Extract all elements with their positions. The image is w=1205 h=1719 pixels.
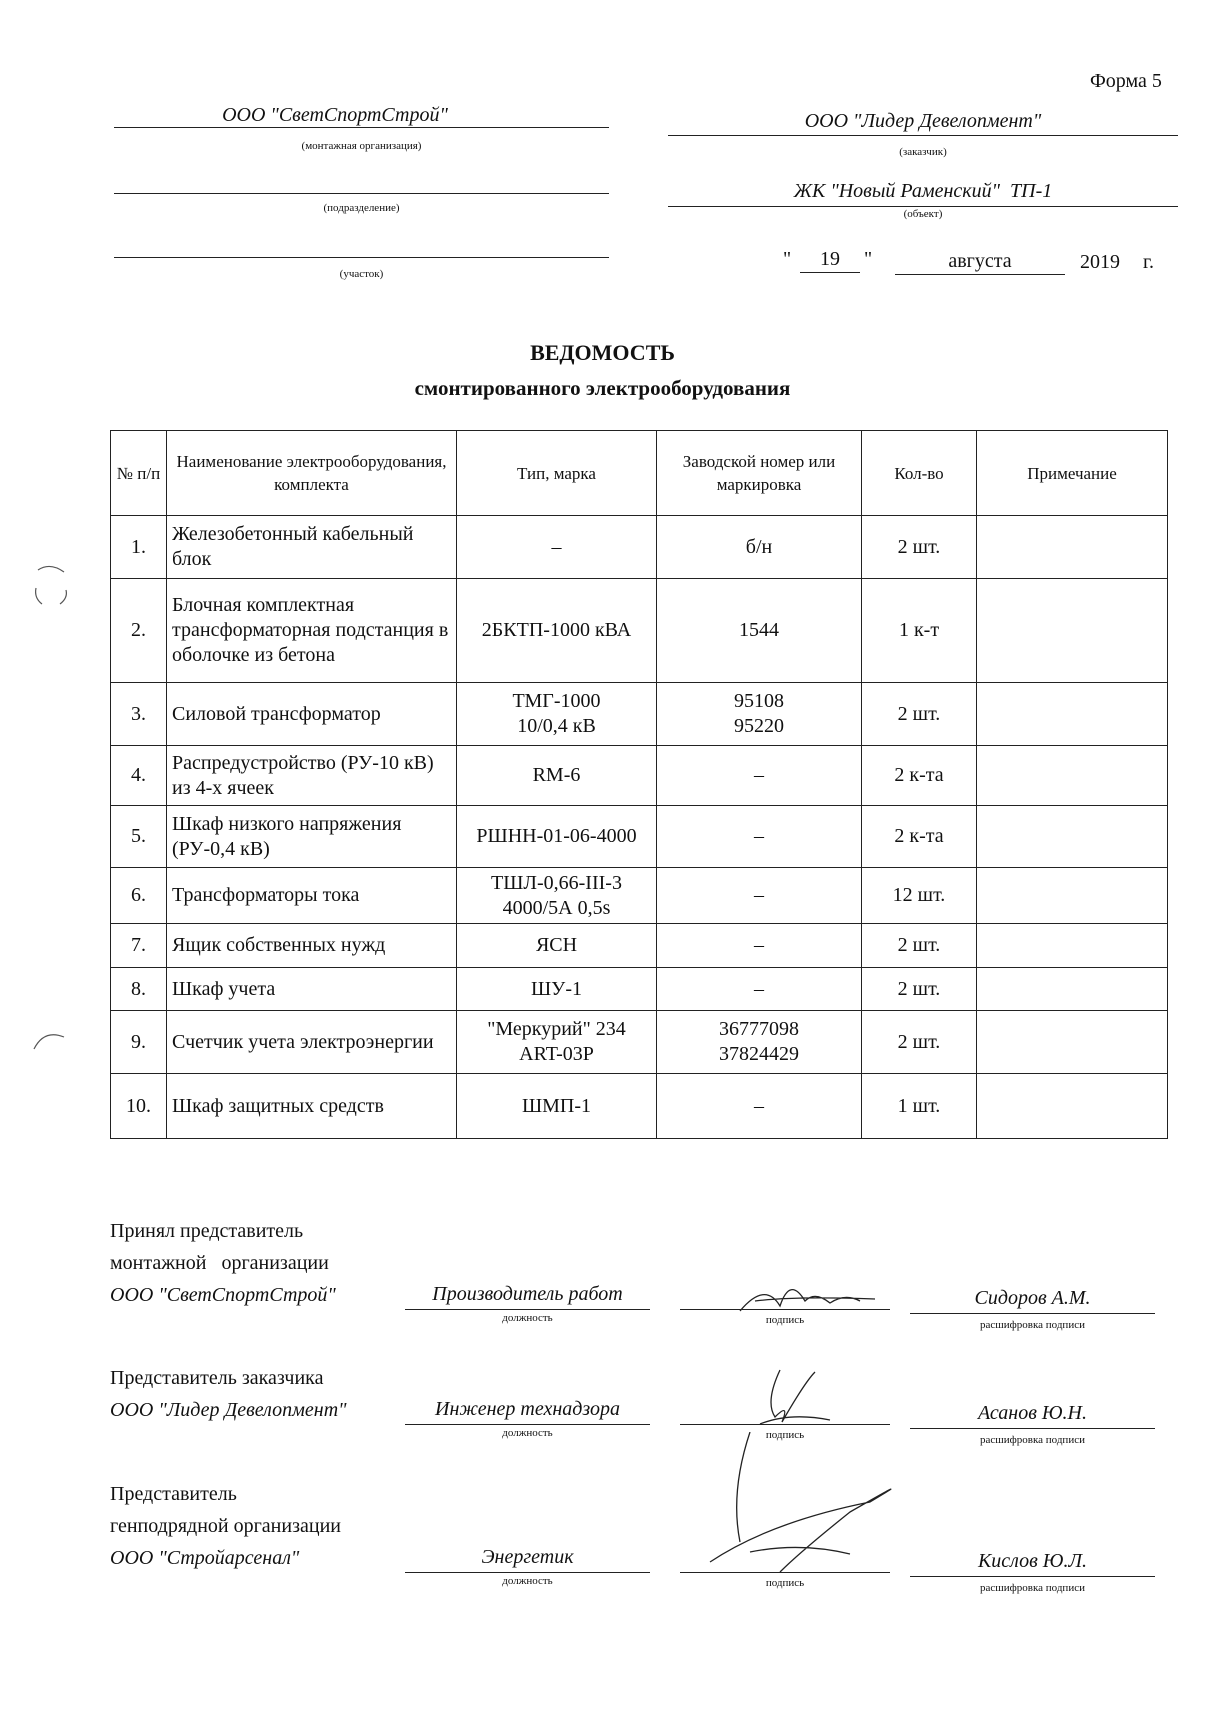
customer-caption: (заказчик): [899, 146, 947, 158]
row-name-cell: Железобетонный кабельный блок: [167, 516, 457, 579]
row-name-cell: Распредустройство (РУ-10 кВ) из 4-х ячеек: [167, 746, 457, 806]
row-serial-cell: –: [657, 746, 862, 806]
date-day-line: [800, 272, 860, 273]
row-num-cell: 3.: [111, 683, 167, 746]
row-qty-cell: 2 к-та: [862, 746, 977, 806]
installer-org-value: ООО "СветСпортСтрой": [222, 104, 448, 126]
signer-org: ООО "СветСпортСтрой": [110, 1284, 336, 1306]
row-type-cell: ШМП-1: [457, 1074, 657, 1139]
table-row: [111, 806, 1168, 868]
installer-org-line: [114, 127, 609, 128]
position-caption: должность: [502, 1427, 553, 1439]
table-row: [111, 924, 1168, 968]
row-note-cell: [977, 516, 1168, 579]
row-serial-cell: –: [657, 968, 862, 1011]
punch-hole-mark: [30, 1025, 70, 1065]
name-caption: расшифровка подписи: [980, 1582, 1085, 1594]
name-caption: расшифровка подписи: [980, 1319, 1085, 1331]
header-qty: Кол-во: [862, 431, 977, 516]
row-num-cell: 8.: [111, 968, 167, 1011]
signer-org: ООО "Стройарсенал": [110, 1547, 300, 1569]
signer-org: ООО "Лидер Девелопмент": [110, 1399, 347, 1421]
equipment-table: [110, 430, 1168, 1139]
row-note-cell: [977, 868, 1168, 924]
subdivision-caption: (подразделение): [323, 202, 400, 214]
table-row: [111, 868, 1168, 924]
date-month-line: [895, 274, 1065, 275]
table-row: [111, 746, 1168, 806]
row-num-cell: 2.: [111, 579, 167, 683]
row-serial-cell: 95108 95220: [657, 683, 862, 746]
row-serial-cell: –: [657, 1074, 862, 1139]
row-serial-cell: –: [657, 868, 862, 924]
handwritten-signature: [690, 1432, 940, 1592]
signature-caption: подпись: [765, 1314, 805, 1326]
table-body: [111, 516, 1168, 1139]
position-caption: должность: [502, 1312, 553, 1324]
name-line: [910, 1576, 1155, 1577]
position-line: [405, 1572, 650, 1573]
row-num-cell: 4.: [111, 746, 167, 806]
row-serial-cell: –: [657, 924, 862, 968]
row-serial-cell: –: [657, 806, 862, 868]
date-day: 19: [820, 248, 840, 270]
signer-role-line: Представитель: [110, 1483, 237, 1505]
row-name-cell: Счетчик учета электроэнергии: [167, 1011, 457, 1074]
row-name-cell: Силовой трансформатор: [167, 683, 457, 746]
row-qty-cell: 1 к-т: [862, 579, 977, 683]
row-num-cell: 5.: [111, 806, 167, 868]
row-serial-cell: 1544: [657, 579, 862, 683]
row-name-cell: Ящик собственных нужд: [167, 924, 457, 968]
date-year: 2019: [1080, 251, 1120, 273]
row-type-cell: ТМГ-1000 10/0,4 кВ: [457, 683, 657, 746]
table-row: [111, 683, 1168, 746]
table-header-row: [111, 431, 1168, 516]
row-type-cell: ТШЛ-0,66-III-3 4000/5А 0,5s: [457, 868, 657, 924]
header-note: Примечание: [977, 431, 1168, 516]
signer-position: Производитель работ: [432, 1283, 623, 1305]
date-quote-open: ": [783, 248, 792, 270]
row-qty-cell: 12 шт.: [862, 868, 977, 924]
object-line: [668, 206, 1178, 207]
row-qty-cell: 1 шт.: [862, 1074, 977, 1139]
row-qty-cell: 2 к-та: [862, 806, 977, 868]
document-subtitle: смонтированного электрооборудования: [414, 376, 791, 400]
row-num-cell: 9.: [111, 1011, 167, 1074]
row-note-cell: [977, 746, 1168, 806]
position-line: [405, 1309, 650, 1310]
row-type-cell: "Меркурий" 234 ART-03P: [457, 1011, 657, 1074]
document-title: ВЕДОМОСТЬ: [530, 340, 675, 365]
table-row: [111, 968, 1168, 1011]
name-caption: расшифровка подписи: [980, 1434, 1085, 1446]
date-quote-close: ": [864, 248, 873, 270]
handwritten-signature: [735, 1271, 895, 1326]
signer-role-line: Представитель заказчика: [110, 1367, 324, 1389]
installer-org-caption: (монтажная организация): [301, 140, 422, 152]
row-qty-cell: 2 шт.: [862, 516, 977, 579]
signer-name: Асанов Ю.Н.: [978, 1402, 1087, 1424]
section-line: [114, 257, 609, 258]
row-note-cell: [977, 968, 1168, 1011]
row-num-cell: 6.: [111, 868, 167, 924]
row-note-cell: [977, 1074, 1168, 1139]
row-qty-cell: 2 шт.: [862, 968, 977, 1011]
row-note-cell: [977, 683, 1168, 746]
punch-hole-mark: [30, 560, 70, 610]
signer-position: Энергетик: [481, 1546, 574, 1568]
row-note-cell: [977, 806, 1168, 868]
signature-caption: подпись: [765, 1577, 805, 1589]
row-name-cell: Шкаф низкого напряжения (РУ-0,4 кВ): [167, 806, 457, 868]
row-type-cell: RM-6: [457, 746, 657, 806]
signer-role-line: генподрядной организации: [110, 1515, 341, 1537]
table-row: [111, 1011, 1168, 1074]
signer-position: Инженер технадзора: [435, 1398, 620, 1420]
row-type-cell: –: [457, 516, 657, 579]
position-caption: должность: [502, 1575, 553, 1587]
header-serial: Заводской номер или маркировка: [657, 431, 862, 516]
row-type-cell: ЯСН: [457, 924, 657, 968]
header-num: № п/п: [111, 431, 167, 516]
row-num-cell: 10.: [111, 1074, 167, 1139]
row-name-cell: Блочная комплектная трансформаторная подстанция в оболочке из бетона: [167, 579, 457, 683]
row-type-cell: РШНН-01-06-4000: [457, 806, 657, 868]
table-row: [111, 1074, 1168, 1139]
signer-role-line: Принял представитель: [110, 1220, 304, 1242]
customer-value: ООО "Лидер Девелопмент": [804, 110, 1042, 132]
object-value: ЖК "Новый Раменский" ТП-1: [793, 180, 1053, 202]
position-line: [405, 1424, 650, 1425]
date-year-suffix: г.: [1143, 251, 1154, 273]
header-type: Тип, марка: [457, 431, 657, 516]
signer-role-line: монтажной организации: [110, 1252, 329, 1274]
name-line: [910, 1313, 1155, 1314]
row-note-cell: [977, 1011, 1168, 1074]
handwritten-signature: [720, 1362, 880, 1442]
name-line: [910, 1428, 1155, 1429]
object-caption: (объект): [903, 208, 943, 220]
signer-name: Кислов Ю.Л.: [978, 1550, 1087, 1572]
header-name: Наименование электрооборудования, комплекта: [167, 431, 457, 516]
row-name-cell: Шкаф учета: [167, 968, 457, 1011]
customer-line: [668, 135, 1178, 136]
row-note-cell: [977, 924, 1168, 968]
row-name-cell: Шкаф защитных средств: [167, 1074, 457, 1139]
subdivision-line: [114, 193, 609, 194]
row-qty-cell: 2 шт.: [862, 683, 977, 746]
row-qty-cell: 2 шт.: [862, 1011, 977, 1074]
row-qty-cell: 2 шт.: [862, 924, 977, 968]
row-type-cell: ШУ-1: [457, 968, 657, 1011]
section-caption: (участок): [339, 268, 384, 280]
signature-caption: подпись: [765, 1429, 805, 1441]
row-num-cell: 7.: [111, 924, 167, 968]
form-label: Форма 5: [1090, 70, 1162, 92]
row-num-cell: 1.: [111, 516, 167, 579]
table-row: [111, 579, 1168, 683]
date-month: августа: [948, 250, 1012, 272]
table-row: [111, 516, 1168, 579]
row-serial-cell: 36777098 37824429: [657, 1011, 862, 1074]
row-type-cell: 2БКТП-1000 кВА: [457, 579, 657, 683]
row-name-cell: Трансформаторы тока: [167, 868, 457, 924]
row-note-cell: [977, 579, 1168, 683]
row-serial-cell: б/н: [657, 516, 862, 579]
signer-name: Сидоров А.М.: [974, 1287, 1091, 1309]
